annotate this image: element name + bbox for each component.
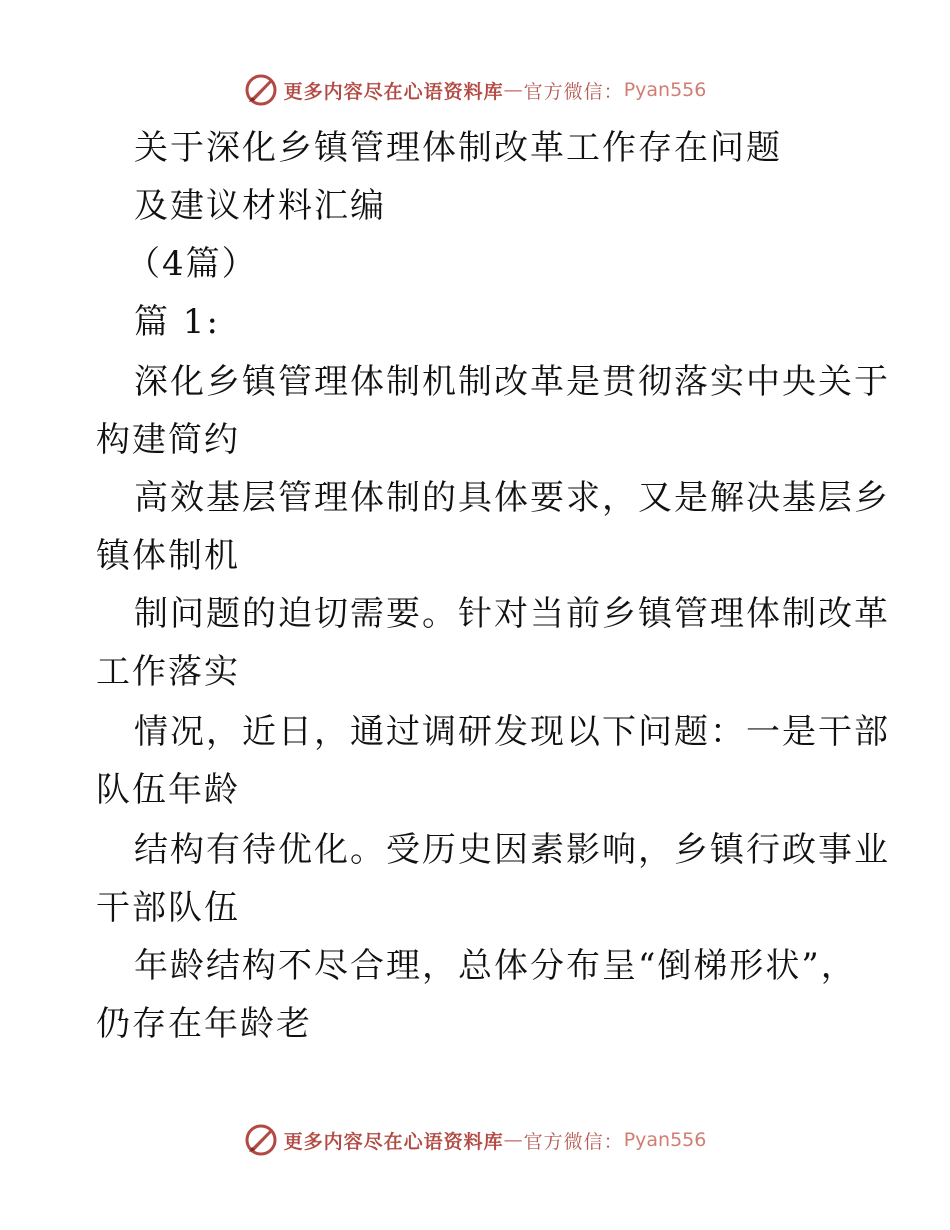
body-line: 高效基层管理体制的具体要求，又是解决基层乡 bbox=[134, 478, 890, 518]
body-line: 构建简约 bbox=[96, 420, 240, 460]
header-watermark bbox=[0, 70, 950, 110]
section-heading: 篇 1: bbox=[134, 302, 220, 342]
body-line: 队伍年龄 bbox=[96, 770, 240, 810]
watermark-brand: 更多内容尽在心语资料库 bbox=[283, 1130, 504, 1153]
watermark-wechat-id: Pyan556 bbox=[623, 1129, 707, 1151]
watermark-separator: — bbox=[503, 79, 524, 101]
watermark-separator: — bbox=[503, 1129, 524, 1151]
watermark-official-label: 官方微信： bbox=[523, 1130, 624, 1153]
body-line: 结构有待优化。受历史因素影响，乡镇行政事业 bbox=[134, 830, 890, 870]
body-line: 干部队伍 bbox=[96, 888, 240, 928]
pen-logo-icon bbox=[244, 1123, 278, 1157]
body-line: 仍存在年龄老 bbox=[96, 1004, 312, 1044]
footer-watermark bbox=[0, 1120, 950, 1160]
body-line: 工作落实 bbox=[96, 652, 240, 692]
document-count: （4篇） bbox=[126, 244, 258, 284]
body-line: 年龄结构不尽合理，总体分布呈“倒梯形状”， bbox=[134, 946, 857, 986]
body-line: 情况，近日，通过调研发现以下问题：一是干部 bbox=[134, 712, 890, 752]
body-line: 深化乡镇管理体制机制改革是贯彻落实中央关于 bbox=[134, 362, 890, 402]
watermark-wechat-id: Pyan556 bbox=[623, 79, 707, 101]
pen-logo-icon bbox=[244, 73, 278, 107]
watermark-official-label: 官方微信： bbox=[523, 80, 624, 103]
watermark-brand: 更多内容尽在心语资料库 bbox=[283, 80, 504, 103]
document-title-line-2: 及建议材料汇编 bbox=[134, 186, 386, 226]
document-title-line-1: 关于深化乡镇管理体制改革工作存在问题 bbox=[134, 128, 782, 168]
body-line: 制问题的迫切需要。针对当前乡镇管理体制改革 bbox=[134, 594, 890, 634]
body-line: 镇体制机 bbox=[96, 536, 240, 576]
